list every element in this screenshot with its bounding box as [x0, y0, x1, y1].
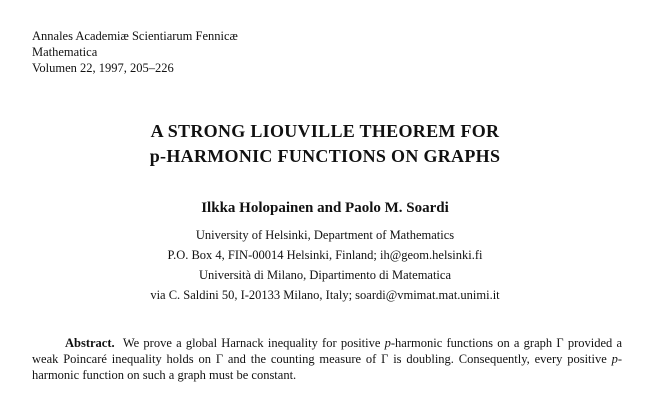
abstract-text: -harmonic function on such a graph must be constant. — [32, 352, 623, 382]
affiliation-line: via C. Saldini 50, I-20133 Milano, Italy; soardi@vmimat.mat.unimi.it — [150, 288, 500, 302]
journal-header — [32, 28, 238, 76]
paper-title-line-2: p-HARMONIC FUNCTIONS ON GRAPHS — [149, 146, 501, 166]
abstract-text: and the counting measure of — [227, 352, 377, 366]
journal-volume: Volumen 22, 1997, 205–226 — [32, 61, 174, 75]
affiliations — [0, 225, 650, 305]
abstract-math-gamma: Γ — [556, 336, 564, 350]
paper-title-line-1: A STRONG LIOUVILLE THEOREM FOR — [150, 121, 500, 141]
abstract-math-p: p — [611, 352, 618, 366]
paper-authors: Ilkka Holopainen and Paolo M. Soardi — [201, 200, 449, 216]
abstract-label: Abstract. — [65, 336, 115, 350]
abstract-text: -harmonic functions on a graph — [390, 336, 553, 350]
abstract-math-p: p — [384, 336, 391, 350]
journal-name: Annales Academiæ Scientiarum Fennicæ — [32, 29, 238, 43]
abstract-math-gamma: Γ — [215, 352, 224, 366]
abstract-math-gamma: Γ — [381, 352, 389, 366]
abstract-text: is doubling. Consequently, every positive — [393, 352, 607, 366]
journal-series: Mathematica — [32, 45, 98, 59]
affiliation-line: University of Helsinki, Department of Mathematics — [195, 228, 455, 242]
abstract-text: We prove a global Harnack inequality for positive — [122, 336, 381, 350]
affiliation-line: Università di Milano, Dipartimento di Matematica — [198, 268, 452, 282]
paper-title — [0, 119, 650, 169]
abstract-text: provided a weak Poincaré inequality holds on — [32, 336, 623, 366]
affiliation-line: P.O. Box 4, FIN-00014 Helsinki, Finland; ih@geom.helsinki.fi — [167, 248, 483, 262]
abstract — [32, 335, 622, 383]
